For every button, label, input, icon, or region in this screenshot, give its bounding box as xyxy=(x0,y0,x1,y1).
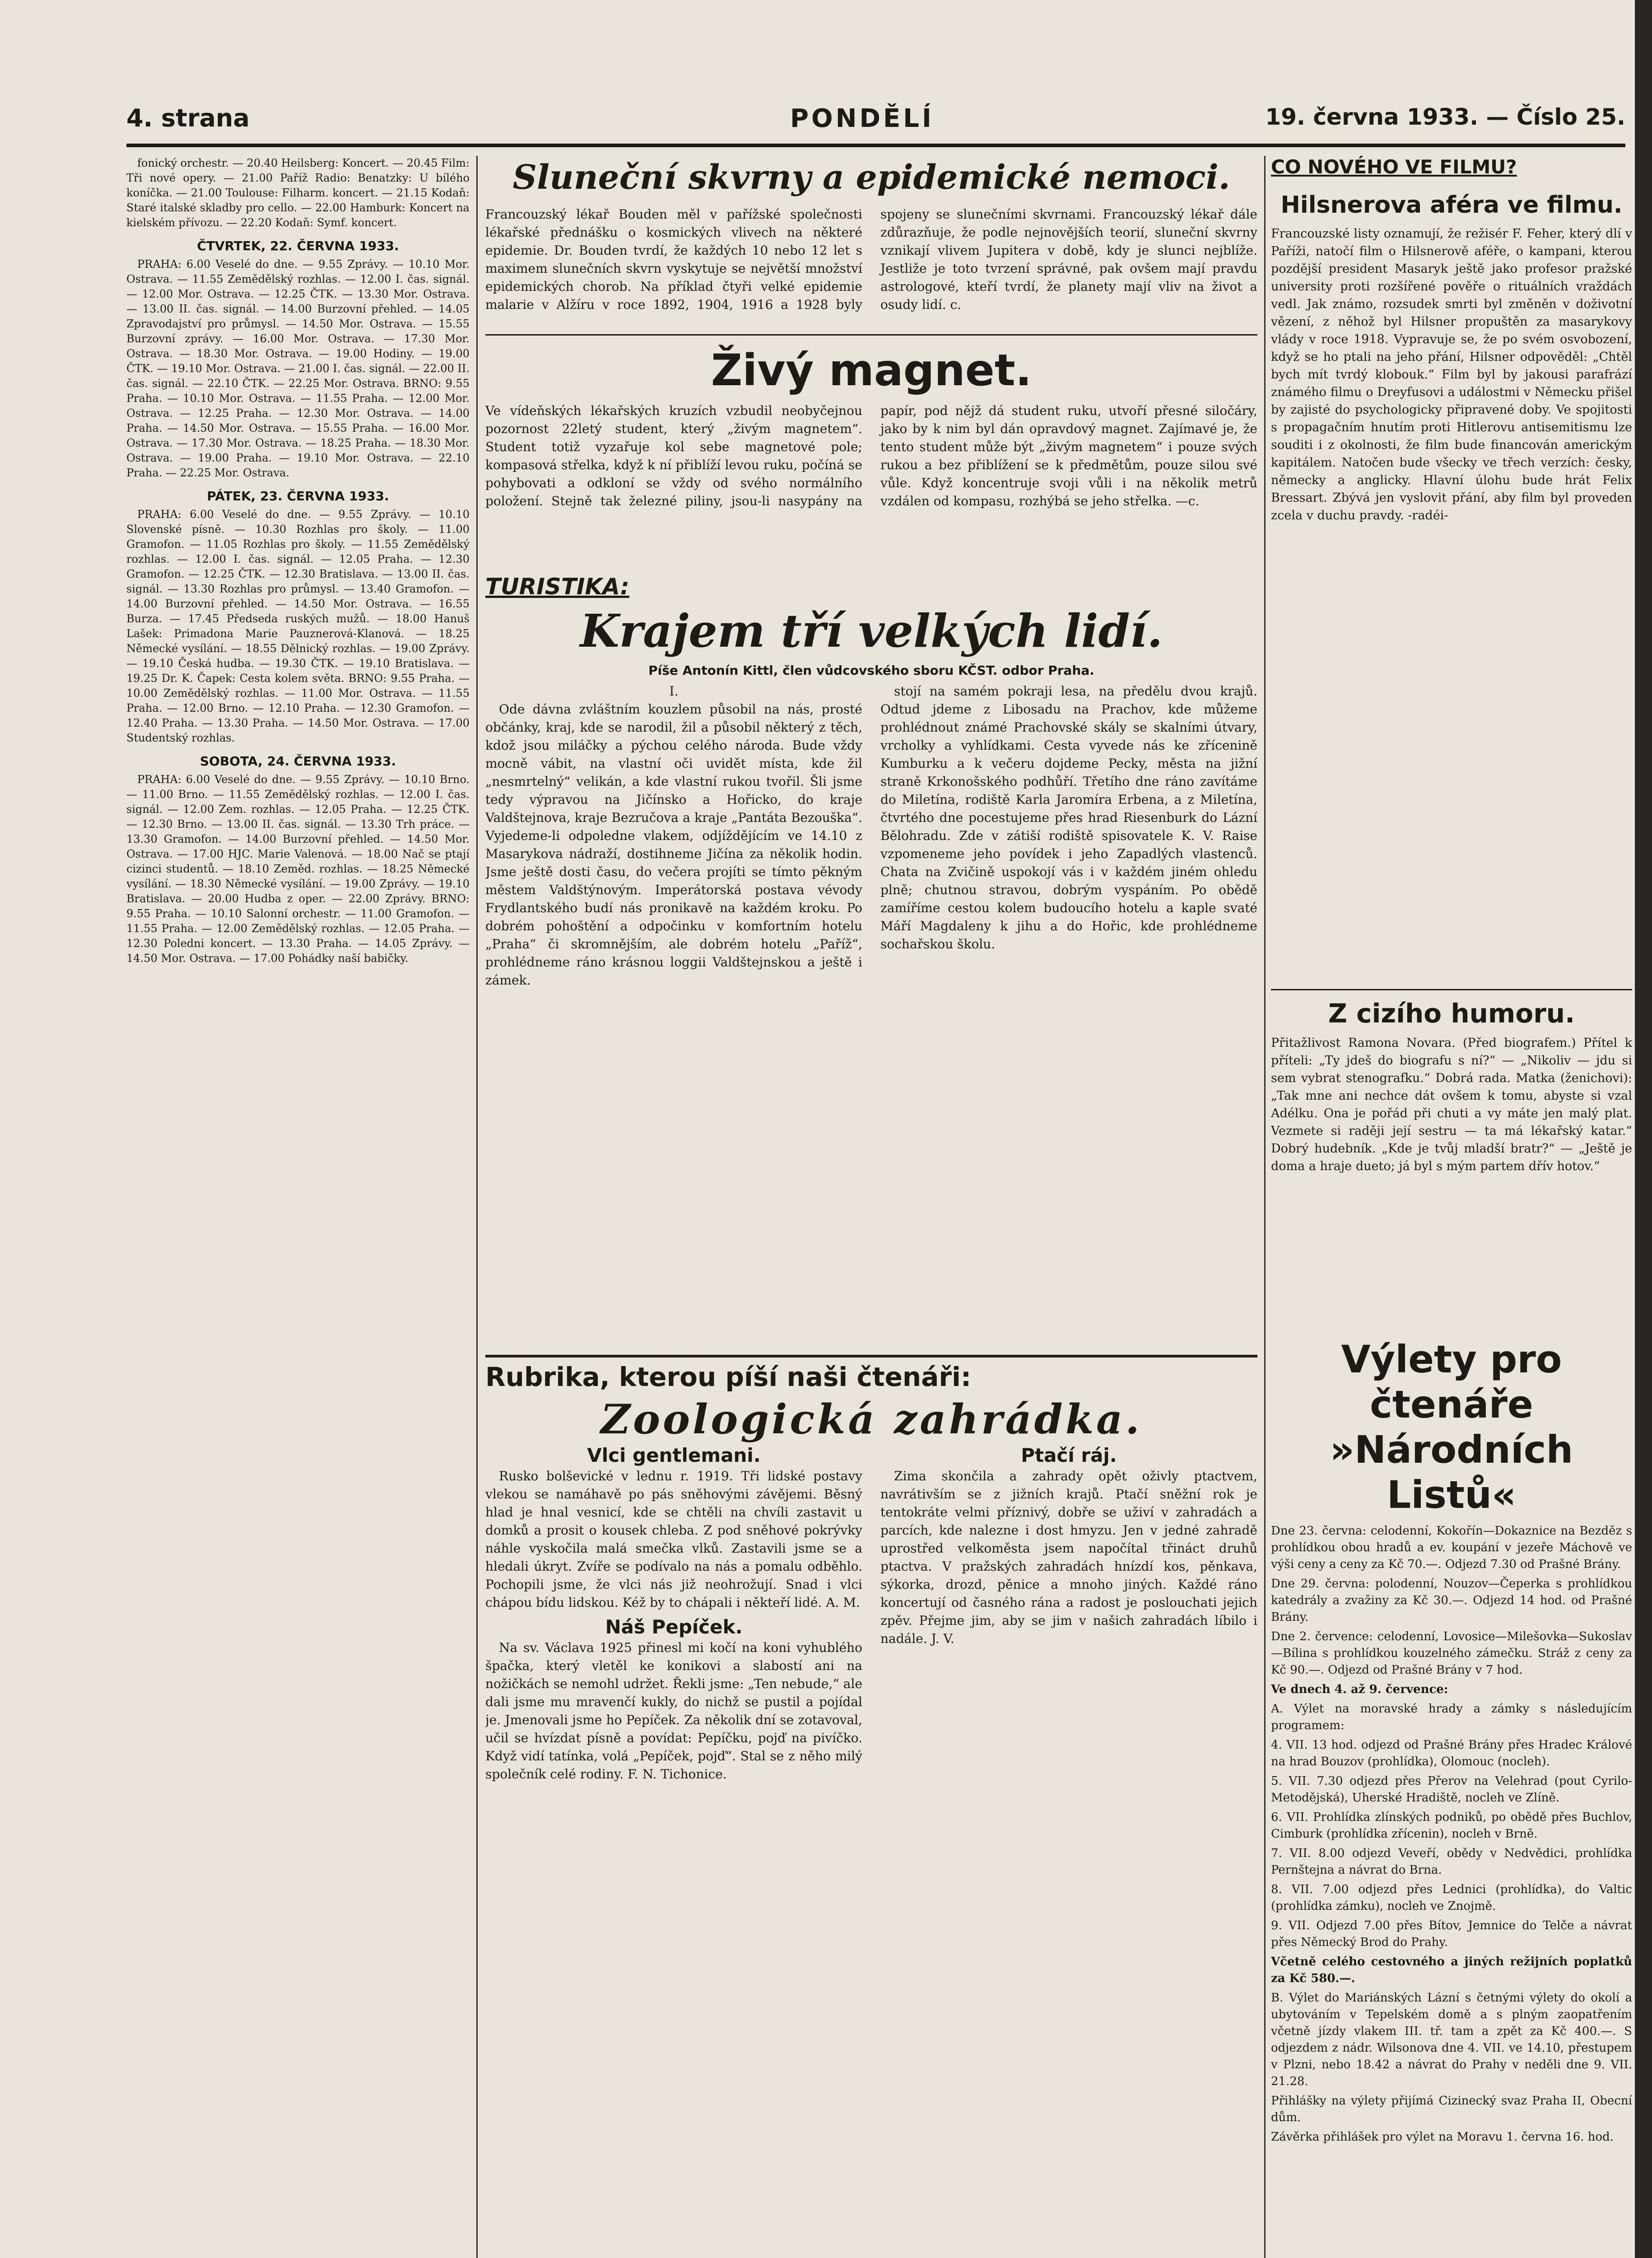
radio-thursday: PRAHA: 6.00 Veselé do dne. — 9.55 Zprávy. — 10.10 Mor. Ostrava. — 11.55 Zemědělský rozhlas. — 12.00 I. čas. signál. — 12.00 Mor. Ostrava. — 12.25 ČTK. — 13.30 Mor. Ostrava. — 13.00 II. čas. signál. — 14.00 Burzovní přehled. — 14.05 Zpravodajství pro průmysl. — 14.50 Mor. Ostrava. — 15.55 Burzovní zprávy. — 16.00 Mor. Ostrava. — 17.30 Mor. Ostrava. — 18.30 Mor. Ostrava. — 19.00 Hodiny. — 19.00 ČTK. — 19.10 Mor. Ostrava. — 21.00 I. čas. signál. — 22.00 II. čas. signál. — 22.10 ČTK. — 22.25 Mor. Ostrava. BRNO: 9.55 Praha. — 10.10 Mor. Ostrava. — 11.55 Praha. — 12.00 Mor. Ostrava. — 12.25 Praha. — 12.30 Mor. Ostrava. — 14.00 Praha. — 14.50 Mor. Ostrava. — 15.55 Praha. — 16.00 Mor. Ostrava. — 17.30 Mor. Ostrava. — 18.25 Praha. — 18.30 Mor. Ostrava. — 19.00 Praha. — 19.10 Mor. Ostrava. — 22.10 Praha. — 22.25 Mor. Ostrava. xyxy=(126,258,470,479)
issue-date: 19. června 1933. — Číslo 25. xyxy=(1265,104,1625,130)
column-rule-1 xyxy=(476,156,478,2258)
tourism-text-1: Ode dávna zvláštním kouzlem působil na nás, prosté občánky, kraj, kde se narodil, žil a působil některý z těch, kdož jsou miláčky a pýchou celého národa. Bude vždy mocně vábit, na vlastní oči uvidět místa, kde žil „nesmrtelný“ velikán, a kde vlastní rukou tvořil. Šli jsme tedy výpravou na Jičínsko a Hořicko, do kraje Valdštejnova, kraje Bezručova a kraje „Pantáta Bezouška“. Vyjedeme-li odpoledne vlakem, odjíždějícím ve 14.10 z Masarykova nádraží, dostihneme Jičína za několik hodin. Jsme ještě dosti času, do večera projíti se tímto pěkným městem Valdštýnovým. Imperátorská postava vévody Frydlantského budí nás pronikavě na každém kroku. Po dobrém pohoštění a odpočinku v komfortním hotelu „Praha“ či skromnějším, ale dobrém hotelu „Paříž“, prohlédneme ráno krásnou loggii Valdštejnskou a ještě i zámek. xyxy=(485,702,862,988)
rule-magnet xyxy=(485,334,1257,336)
magnet-text: Ve vídeňských lékařských kruzích vzbudil neobyčejnou pozornost 22letý student, který „živým magnetem“. Student totiž vyzařuje kol sebe magnetové pole; kompasová střelka, když k ní přiblíží levou ruku, počíná se pohybovati a odkloní se vždy od svého normálního položení. Stejně tak železné piliny, jsou-li nasypány na papír, pod nějž dá student ruku, utvoří přesné siločáry, jako by k nim byl dán opravdový magnet. Zajímavé je, že tento student může být „živým magnetem“ i pouze svých rukou a bez přiblížení se k předmětům, pouze silou své vůle. Když koncentruje svoji vůli i na několik metrů vzdálen od kompasu, rozhýbá se jeho střelka. —c. xyxy=(485,403,1257,509)
readers-section: Rubrika, kterou píší naši čtenáři: xyxy=(485,1362,972,1392)
radio-friday: PRAHA: 6.00 Veselé do dne. — 9.55 Zprávy. — 10.10 Slovenské písně. — 10.30 Rozhlas pro školy. — 11.00 Gramofon. — 11.05 Rozhlas pro školy. — 11.55 Zemědělský rozhlas. — 12.00 I. čas. signál. — 12.05 Praha. — 12.30 Gramofon. — 12.25 ČTK. — 12.30 Bratislava. — 13.00 II. čas. signál. — 13.30 Rozhlas pro průmysl. — 13.40 Gramofon. — 14.00 Burzovní přehled. — 14.50 Mor. Ostrava. — 16.55 Burza. — 17.45 Předseda ruských mužů. — 18.00 Hanuš Lašek: Primadona Marie Pauznerová-Klanová. — 18.25 Německé vysílání. — 18.55 Dělnický rozhlas. — 19.00 Zprávy. — 19.10 Česká hudba. — 19.30 ČTK. — 19.10 Bratislava. — 19.25 Dr. K. Čapek: Cesta kolem světa. BRNO: 9.55 Praha. — 10.00 Zemědělský rozhlas. — 11.00 Mor. Ostrava. — 11.55 Praha. — 12.00 Brno. — 12.10 Praha. — 12.30 Gramofon. — 12.40 Praha. — 13.30 Praha. — 14.50 Mor. Ostrava. — 17.00 Studentský rozhlas. xyxy=(126,508,470,744)
wolves-text: Rusko bolševické v lednu r. 1919. Tři lidské postavy vlekou se namáhavě po pás sněhovými závějemi. Běsný hlad je hnal vesnicí, kde se chtěli na chvíli zastavit u domků a prosit o kousek chleba. Z pod sněhové pokrývky náhle vyskočila malá smečka vlků. Zastavili jsme se a hledali úkryt. Zvíře se podívalo na nás a pomalu odběhlo. Pochopili jsme, že vlci nás již neohrožují. Snad i vlci chápou bídu lidskou. Kéž by to chápali i někteří lidé. A. M. xyxy=(485,1469,862,1610)
trip-item: Závěrka přihlášek pro výlet na Moravu 1. června 16. hod. xyxy=(1271,2130,1614,2144)
tourism-section: TURISTIKA: xyxy=(485,574,629,600)
humor-text: Přitažlivost Ramona Novara. (Před biografem.) Přítel k příteli: „Ty jdeš do biografu s ní?“ — „Nikoliv — jdu si sem vybrat stenografku.“ Dobrá rada. Matka (ženichovi): „Tak mne ani nechce dát ovšem k tomu, abyste si vzal Adélku. Ona je pořád při chuti a vy máte jen malý plat. Vezmete si raději její sestru — ta má lékařský katar.“ Dobrý hudebník. „Kde je tvůj mladší bratr?“ — „Ještě je doma a hraje dueto; já byl s mým partem dřív hotov.“ xyxy=(1271,1036,1632,1173)
trip-item: 9. VII. Odjezd 7.00 přes Bítov, Jemnice do Telče a návrat přes Německý Brod do Prahy. xyxy=(1271,1919,1632,1949)
tourism-text-2: stojí na samém pokraji lesa, na předělu dvou krajů. Odtud jdeme z Libosadu na Prachov, kde můžeme prohlédnout známé Prachovské skály se skalními útvary, vrcholky a vyhlídkami. Cesta vyvede nás ke zřícenině Kumburku a k večeru dojdeme Pecky, města na jižní straně Krkonošského podhůří. Třetího dne ráno zavítáme do Miletína, rodiště Karla Jaromíra Erbena, a z Miletína, čtvrtého dne pocestujeme přes hrad Riesenburk do Lázní Bělohradu. Zde v zátiší rodiště spisovatele K. V. Raise vzpomeneme jeho povídek i jeho Zapadlých vlastenců. Chata na Zvičině uspokojí vás i v každém jiném ohledu plně; chutnou stravou, dobrým vyspáním. Po obědě zamíříme cestou kolem budoucího hotelu a kaple svaté Máří Magdaleny k jihu a do Hořic, kde prohlédneme sochařskou školu. xyxy=(880,684,1257,952)
column-rule-2 xyxy=(1264,156,1266,2258)
humor-article xyxy=(1271,998,1632,1332)
humor-title: Z cizího humoru. xyxy=(1328,998,1575,1029)
radio-saturday: PRAHA: 6.00 Veselé do dne. — 9.55 Zprávy. — 10.10 Brno. — 11.00 Brno. — 11.55 Zemědělský rozhlas. — 12.00 I. čas. signál. — 12.00 Zem. rozhlas. — 12.05 Praha. — 12.25 ČTK. — 12.30 Brno. — 13.00 II. čas. signál. — 13.30 Trh práce. — 13.30 Gramofon. — 14.00 Burzovní přehled. — 14.50 Mor. Ostrava. — 17.00 HJC. Marie Valenová. — 18.00 Nač se ptají cizinci studentů. — 18.10 Zeměd. rozhlas. — 18.25 Německé vysílání. — 18.30 Německé vysílání. — 19.00 Zprávy. — 19.10 Bratislava. — 20.00 Hudba z oper. — 22.00 Zprávy. BRNO: 9.55 Praha. — 10.10 Salonní orchestr. — 11.00 Gramofon. — 11.55 Praha. — 12.00 Zemědělský rozhlas. — 12.05 Praha. — 12.30 Poledni koncert. — 13.30 Praha. — 14.05 Zprávy. — 14.50 Mor. Ostrava. — 17.00 Pohádky naší babičky. xyxy=(126,773,470,965)
radio-intro: fonický orchestr. — 20.40 Heilsberg: Koncert. — 20.45 Film: Tři nové opery. — 21.00 Paříž Radio: Benatzky: U bílého koníčka. — 21.00 Toulouse: Filharm. koncert. — 21.15 Kodaň: Staré italské skladby pro cello. — 22.00 Hamburk: Koncert na kielském přívozu. — 22.20 Kodaň: Symf. koncert. xyxy=(126,157,470,229)
film-section: CO NOVÉHO VE FILMU? xyxy=(1271,156,1517,178)
film-article xyxy=(1271,156,1632,982)
wolves-title: Vlci gentlemani. xyxy=(587,1444,761,1466)
header-rule xyxy=(126,144,1625,147)
radio-column xyxy=(126,156,470,2258)
trips-box xyxy=(1271,1337,1632,2258)
readers-column xyxy=(485,1362,1257,2258)
magnet-title: Živý magnet. xyxy=(711,345,1032,396)
trip-item: Včetně celého cestovného a jiných režijních poplatků za Kč 580.—. xyxy=(1271,1955,1632,1985)
birds-text: Zima skončila a zahrady opět oživly ptactvem, navrátivším se z jižních krajů. Ptačí sněžní rok je tentokráte velmi příznivý, dobře se uživí v zahradách a parcích, kde nalezne i dost hmyzu. Jen v jedné zahradě uprostřed velkoměsta jsem napočítal třináct druhů ptactva. V pražských zahradách hnízdí kos, pěnkava, sýkorka, drozd, pěnice a mnoho jiných. Každé ráno koncertují od časného rána a radost je poslouchati jejich zpěv. Přejme jim, aby se jim v našich zahradách líbilo i nadále. J. V. xyxy=(880,1469,1257,1646)
readers-col-left xyxy=(485,1446,862,1787)
radio-saturday-title: SOBOTA, 24. ČERVNA 1933. xyxy=(200,754,396,769)
trip-item: 7. VII. 8.00 odjezd Veveří, obědy v Nedvědici, prohlídka Pernštejna a návrat do Brna. xyxy=(1271,1847,1632,1877)
page-number: 4. strana xyxy=(126,104,250,132)
scan-edge xyxy=(1635,0,1652,2258)
readers-title: Zoologická zahrádka. xyxy=(600,1395,1142,1443)
rule-readers xyxy=(485,1355,1257,1358)
trip-item: B. Výlet do Mariánských Lázní s četnými výlety do okolí a ubytováním v Tepelském domě a s plným zaopatřením včetně jízdy vlakem III. tř. tam a zpět za Kč 400.—. S odjezdem z nádr. Wilsonova dne 4. VII. ve 14.10, přestupem v Plzni, nebo 18.42 a návrat do Prahy v neděli dne 9. VII. 21.28. xyxy=(1271,1991,1632,2088)
trip-item: Dne 29. června: polodenní, Nouzov—Čeperka s prohlídkou katedrály a zvažiny za Kč 30.—. Odjezd 14 hod. od Prašné Brány. xyxy=(1271,1577,1632,1624)
tourism-part-number: I. xyxy=(669,684,679,699)
tourism-byline: Píše Antonín Kittl, člen vůdcovského sboru KČST. odbor Praha. xyxy=(648,663,1094,678)
page-header xyxy=(126,104,1625,135)
trips-title-2: »Národních Listů« xyxy=(1330,1428,1573,1517)
film-title: Hilsnerova aféra ve filmu. xyxy=(1280,191,1623,219)
radio-friday-title: PÁTEK, 23. ČERVNA 1933. xyxy=(207,489,389,504)
trip-item: 5. VII. 7.30 odjezd přes Přerov na Velehrad (pout Cyrilo-Metodějská), Uherské Hradiště, nocleh ve Zlíně. xyxy=(1271,1774,1632,1805)
trip-item: 6. VII. Prohlídka zlínských podniků, po obědě přes Buchlov, Cimburk (prohlídka zřícenin), nocleh v Brně. xyxy=(1271,1810,1632,1841)
rule-humor xyxy=(1271,989,1632,990)
radio-thursday-title: ČTVRTEK, 22. ČERVNA 1933. xyxy=(197,238,399,253)
sunspots-title: Sluneční skvrny a epidemické nemoci. xyxy=(512,158,1230,197)
trips-title-1: Výlety pro čtenáře xyxy=(1341,1337,1562,1427)
magnet-article xyxy=(485,343,1257,569)
birds-title: Ptačí ráj. xyxy=(1021,1444,1117,1466)
film-text: Francouzské listy oznamují, že režisér F. Feher, který dlí v Paříži, natočí film o Hilsnerově aféře, o kampani, kterou pozdější president Masaryk ještě jako profesor pražské university proti rozšířené pověře o rituálních vraždách vedl. Jak známo, rozsudek smrti byl změněn v doživotní vězení, z něhož byl Hilsner propuštěn za masarykovy vlády v roce 1918. Vypravuje se, že po svém osvobození, když se ho ptali na jeho přání, Hilsner odpověděl: „Chtěl bych mít tvrdý klobouk.“ Film byl by jakousi parafrází známého filmu o Dreyfusovi a událostmi v Německu přišel by zajisté do psychologicky připravené doby. Ve spojitosti s propagačním hnutím proti Hitlerovu antisemitismu lze souditi i z okolnosti, že film bude financován americkým kapitálem. Natočen bude všecky ve třech verzích: česky, německy a anglicky. Hlavní úlohu bude hrát Felix Bressart. Zbývá jen vyslovit přání, aby film byl proveden zcela v duchu pravdy. -radéi- xyxy=(1271,227,1632,523)
trips-list xyxy=(1271,1523,1632,2146)
trip-item: Dne 23. června: celodenní, Kokořín—Dokaznice na Bezděz s prohlídkou obou hradů a ev. koupání v jezeře Máchově ve výši ceny a ceny za Kč 70.—. Odjezd 7.30 od Prašné Brány. xyxy=(1271,1524,1632,1571)
tourism-col-right xyxy=(880,682,1257,993)
tourism-col-left xyxy=(485,682,862,993)
trip-item: A. Výlet na moravské hrady a zámky s následujícím programem: xyxy=(1271,1702,1632,1732)
weekday: PONDĚLÍ xyxy=(790,104,934,133)
pepicek-title: Náš Pepíček. xyxy=(605,1616,743,1638)
sunspots-text: Francouzský lékař Bouden měl v pařížské společnosti lékařské přednášku o kosmických vlivech na některé epidemie. Dr. Bouden tvrdí, že každých 10 nebo 12 let s maximem slunečních skvrn vyskytuje se největší množství epidemických chorob. Na příklad čtyři velké epidemie malarie v Alžíru v roce 1892, 1904, 1916 a 1928 byly spojeny se slunečními skvrnami. Francouzský lékař dále zdůrazňuje, že podle nejnovějších teorií, sluneční skvrny vznikají vlivem Jupitera v době, kdy je slunci nejblíže. Jestliže je toto tvrzení správné, pak ovšem mají pravdu astrologové, kteří tvrdí, že planety mají vliv na život a osudy lidí. c. xyxy=(485,207,1257,312)
trip-item: Ve dnech 4. až 9. července: xyxy=(1271,1683,1448,1696)
trip-item: 8. VII. 7.00 odjezd přes Lednici (prohlídka), do Valtic (prohlídka zámku), nocleh ve Znojmě. xyxy=(1271,1883,1632,1913)
readers-col-right xyxy=(880,1446,1257,1787)
trip-item: 4. VII. 13 hod. odjezd od Prašné Brány přes Hradec Králové na hrad Bouzov (prohlídka), Olomouc (nocleh). xyxy=(1271,1738,1632,1768)
tourism-title: Krajem tří velkých lidí. xyxy=(580,604,1163,658)
pepicek-text: Na sv. Václava 1925 přinesl mi kočí na koni vyhublého špačka, který vletěl ke konikovi a slabostí ani na nožičkách se nemohl udržet. Řekli jsme: „Ten nebude,“ ale dali jsme mu mravenčí kukly, do nichž se pustil a pojídal je. Jmenovali jsme ho Pepíček. Za několik dní se zotavoval, učil se hvízdat písně a povídat: Pepíčku, pojď na pivíčko. Když vidí tatínka, volá „Pepíček, pojď“. Stal se z něho milý společník celé rodiny. F. N. Tichonice. xyxy=(485,1640,862,1782)
tourism-article xyxy=(485,574,1257,1350)
trip-item: Dne 2. července: celodenní, Lovosice—Milešovka—Sukoslav—Bílina s prohlídkou kouzelného zámečku. Stráž z ceny za Kč 90.—. Odjezd od Prašné Brány v 7 hod. xyxy=(1271,1630,1632,1677)
trip-item: Přihlášky na výlety přijímá Cizinecký svaz Praha II, Obecní dům. xyxy=(1271,2094,1632,2124)
